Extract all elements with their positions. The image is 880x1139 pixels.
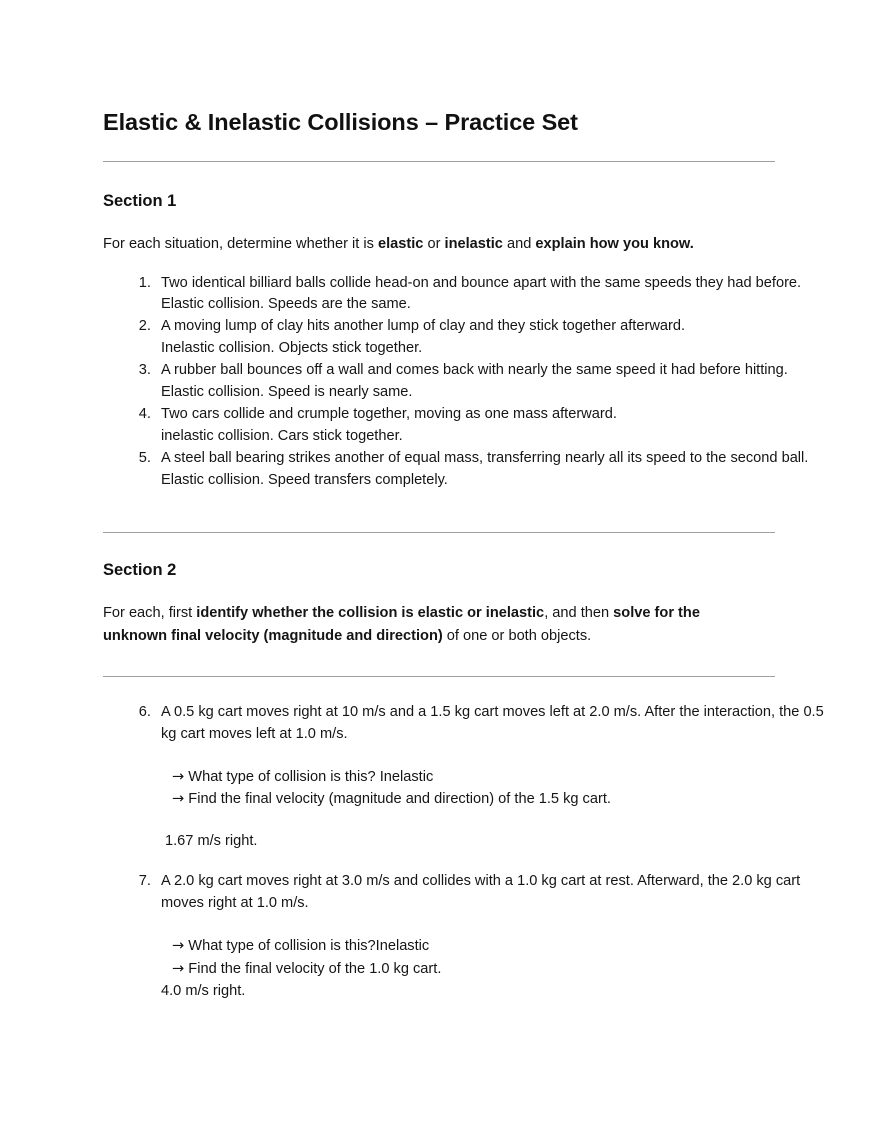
intro-bold-solve: solve for the unknown final velocity (magnitude and direction) — [103, 605, 700, 644]
intro-bold-inelastic: inelastic — [444, 236, 503, 253]
intro-text-part: or — [423, 236, 445, 253]
intro-bold-explain: explain how you know. — [535, 236, 694, 253]
intro-text-part: For each, first — [103, 605, 197, 622]
question-text: 4. Two cars collide and crumple together, moving as one mass afterward. — [161, 405, 617, 422]
prompt-line — [172, 766, 831, 789]
section-2-question-list — [103, 702, 831, 1003]
arrow-right-icon: → — [172, 937, 185, 955]
question-prompts — [161, 766, 831, 812]
divider-middle — [103, 532, 775, 533]
question-text: 6. A 0.5 kg cart moves right at 10 m/s and a 1.5 kg cart moves left at 2.0 m/s. After the interaction, the 0.5 kg cart moves left at 1.0 m/s. — [161, 703, 824, 742]
question-text: 3. A rubber ball bounces off a wall and comes back with nearly the same speed it had before hitting. — [161, 362, 788, 379]
question-text: 1. Two identical billiard balls collide head-on and bounce apart with the same speeds they had before. — [161, 274, 802, 291]
prompt-text: What type of collision is this?Inelastic — [188, 938, 430, 955]
answer-text: Elastic collision. Speed is nearly same. — [161, 384, 413, 400]
page-title: Elastic & Inelastic Collisions – Practice Set — [103, 109, 578, 135]
answer-text: inelastic collision. Cars stick together. — [161, 427, 403, 444]
arrow-right-icon: → — [172, 959, 185, 977]
list-item — [155, 702, 831, 853]
section-2-heading: Section 2 — [103, 561, 177, 580]
list-item — [155, 404, 831, 448]
intro-text-part: For each situation, determine whether it is — [103, 236, 378, 253]
prompt-text: What type of collision is this? Inelastic — [188, 768, 434, 785]
arrow-right-icon: → — [172, 767, 185, 785]
question-text: 5. A steel ball bearing strikes another of equal mass, transferring nearly all its speed to the second ball. Elastic collision. Speed transfers completely. — [161, 449, 809, 488]
intro-text-part: of one or both objects. — [442, 627, 592, 644]
intro-bold-elastic: elastic — [377, 236, 424, 253]
prompt-line — [172, 958, 831, 981]
list-item — [155, 871, 831, 1002]
list-item — [155, 448, 831, 492]
list-item — [155, 273, 831, 317]
intro-bold-identify: identify whether the collision is elastic or inelastic — [196, 605, 545, 622]
list-item — [155, 316, 831, 360]
intro-text-part: , and then — [544, 605, 614, 622]
prompt-line — [172, 788, 831, 811]
list-item — [155, 360, 831, 404]
section-1-heading: Section 1 — [103, 192, 177, 211]
question-text: 2. A moving lump of clay hits another lump of clay and they stick together afterward. — [161, 318, 686, 335]
answer-text: 4.0 m/s right. — [161, 982, 246, 999]
divider-bottom — [103, 676, 775, 677]
prompt-text: Find the final velocity of the 1.0 kg cart. — [188, 960, 442, 977]
answer-text: 1.67 m/s right. — [165, 833, 258, 850]
question-text: 7. A 2.0 kg cart moves right at 3.0 m/s and collides with a 1.0 kg cart at rest. Afterward, the 2.0 kg cart moves right at 1.0 m/s. — [161, 873, 801, 912]
question-prompts — [161, 935, 831, 981]
section-1-intro — [103, 233, 775, 255]
prompt-line — [172, 935, 831, 958]
intro-text-part: and — [502, 236, 536, 253]
prompt-text: Find the final velocity (magnitude and direction) of the 1.5 kg cart. — [188, 791, 611, 808]
arrow-right-icon: → — [172, 790, 185, 808]
answer-text: Elastic collision. Speeds are the same. — [161, 296, 411, 313]
section-2-intro — [103, 602, 763, 646]
answer-text: Inelastic collision. Objects stick together. — [161, 340, 423, 357]
section-1-question-list — [103, 273, 831, 492]
divider-top — [103, 161, 775, 162]
